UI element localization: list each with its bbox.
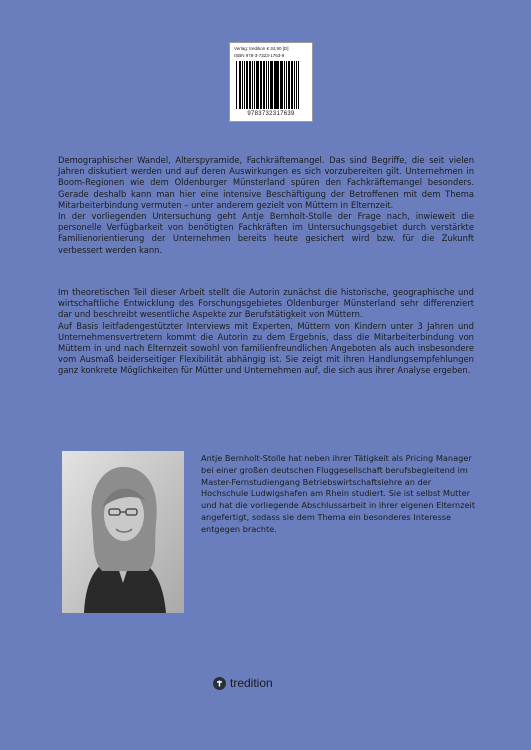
barcode-bar xyxy=(252,61,253,109)
barcode-bar xyxy=(284,61,285,109)
barcode-bar xyxy=(260,61,262,109)
barcode-bar xyxy=(275,61,277,109)
author-portrait-image xyxy=(62,451,184,613)
isbn-barcode-label xyxy=(229,42,313,122)
barcode-bars xyxy=(236,61,306,109)
blurb-paragraph-2: Im theoretischen Teil dieser Arbeit stellt die Autorin zunächst die historische, geographische und wirtschaftliche Entwicklung des Forschungsgebietes Oldenburger Münsterland sehr differenziert dar und beschreibt wesentliche Aspekte zur Berufstätigkeit von Müttern. Auf Basis leitfadengestützter Interviews mit Experten, Müttern von Kindern unter 3 Jahren und Unternehmensvertretern kommt die Autorin zu dem Ergebnis, dass die Mitarbeiterbindung von Müttern in und nach Elternzeit sowohl von familienfreundlichen Angeboten als auch insbesondere vom Ausmaß beiderseitiger Flexibilität abhängig ist. Sie zeigt mit ihren Handlungsempfehlungen ganz konkrete Möglichkeiten für Mütter und Unternehmen auf, die sich aus ihrer Analyse ergeben. xyxy=(58,287,474,376)
publisher-name: tredition xyxy=(230,676,273,690)
barcode-bar xyxy=(296,61,297,109)
price-line: Verlag: tredition € 34,90 [D] xyxy=(234,46,289,51)
barcode-bar xyxy=(257,61,258,109)
barcode-bar xyxy=(286,61,287,109)
barcode-number: 9783732317639 xyxy=(247,111,295,117)
publisher-logo xyxy=(213,675,273,691)
barcode-bar xyxy=(246,61,248,109)
author-bio: Antje Bernholt-Stolle hat neben ihrer Tätigkeit als Pricing Manager bei einer großen deutschen Fluggesellschaft berufsbegleitend im Master-Fernstudiengang Betriebswirtschaftslehre an der Hochschule Ludwigshafen am Rhein studiert. Sie ist selbst Mutter und hat die vorliegende Abschlussarbeit in ihrer eigenen Elternzeit angefertigt, sodass sie dem Thema ein besonderes Interesse entgegen brachte. xyxy=(201,453,476,534)
barcode-bar xyxy=(289,61,290,109)
author-photo xyxy=(62,451,184,613)
barcode-bar xyxy=(242,61,243,109)
barcode-bar xyxy=(236,61,237,109)
barcode-bar xyxy=(271,61,272,109)
barcode-bar xyxy=(266,61,267,109)
blurb-paragraph-1: Demographischer Wandel, Alterspyramide, Fachkräftemangel. Das sind Begriffe, die seit vielen Jahren diskutiert werden und auf deren Auswirkungen es sich vorzubereiten gilt. Unternehmen in Boom-Regionen wie dem Oldenburger Münsterland spüren den Fachkräftemangel besonders. Gerade deshalb kann man hier eine intensive Beschäftigung der Betroffenen mit dem Thema Mitarbeiterbindung vermuten – unter anderem gezielt von Müttern in Elternzeit. In der vorliegenden Untersuchung geht Antje Bernholt-Stolle der Frage nach, inwieweit die personelle Verfügbarkeit von benötigten Fachkräften im Untersuchungsgebiet durch verstärkte Familienorientierung der Unternehmen bereits heute gesichert wird bzw. für die Zukunft verbessert werden kann. xyxy=(58,155,474,255)
barcode-bar xyxy=(254,61,255,109)
isbn-line: ISBN 978-3-7323-1763-9 xyxy=(234,53,285,58)
barcode-bar xyxy=(249,61,250,109)
barcode-bar xyxy=(291,61,293,109)
barcode-bar xyxy=(278,61,279,109)
tredition-logo-icon xyxy=(213,677,226,690)
barcode-bar xyxy=(298,61,299,109)
barcode-bar xyxy=(280,61,281,109)
